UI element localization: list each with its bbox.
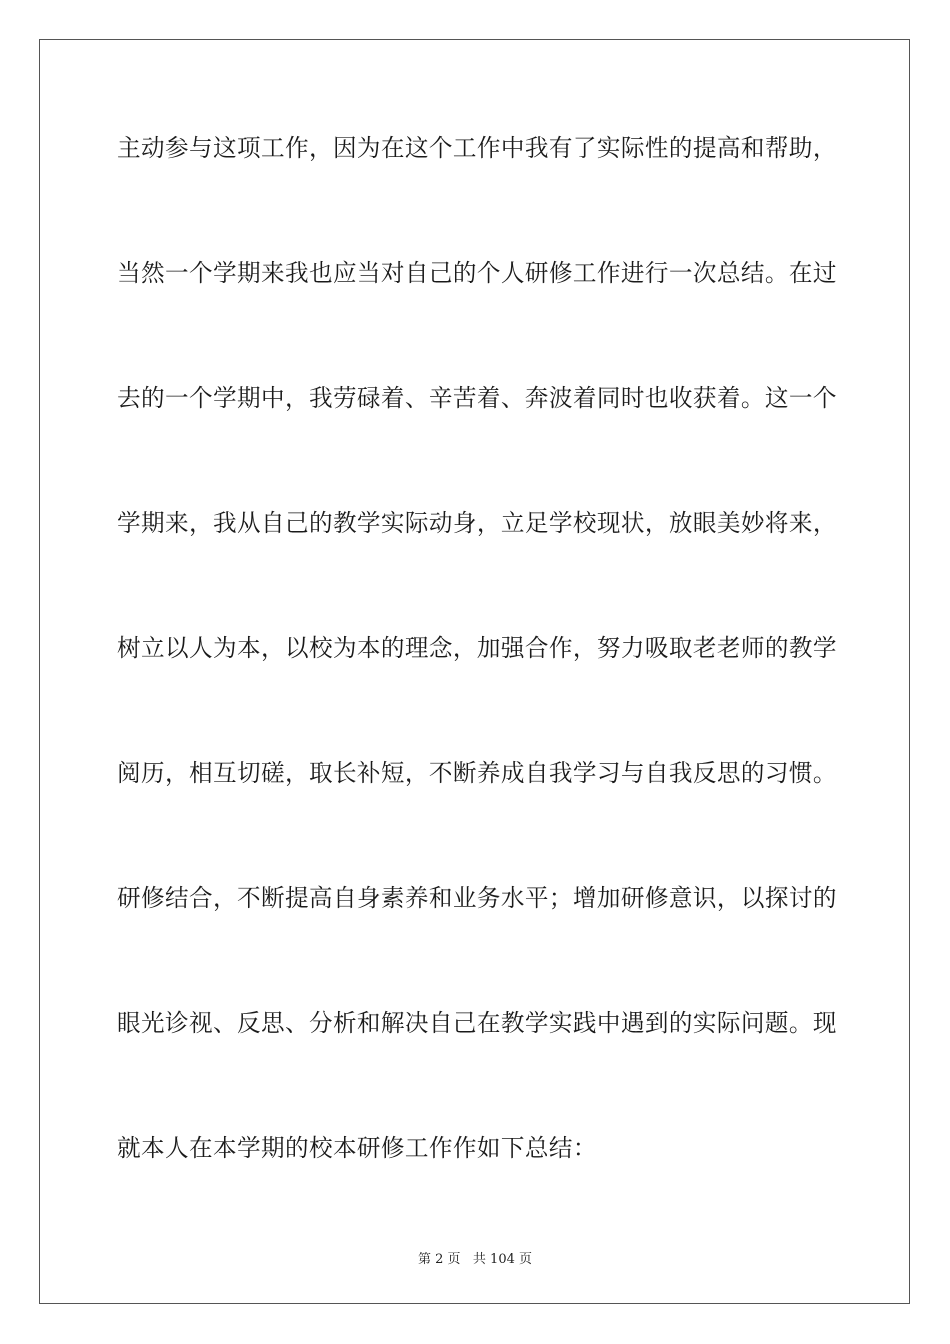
- page-frame: [39, 39, 910, 1304]
- body-line-7: 研修结合，不断提高自身素养和业务水平；增加研修意识，以探讨的: [117, 884, 837, 912]
- body-line-5: 树立以人为本，以校为本的理念，加强合作，努力吸取老老师的教学: [117, 634, 837, 662]
- body-line-2: 当然一个学期来我也应当对自己的个人研修工作进行一次总结。在过: [117, 259, 837, 287]
- body-line-6: 阅历，相互切磋，取长补短，不断养成自我学习与自我反思的习惯。: [117, 759, 837, 787]
- body-line-8: 眼光诊视、反思、分析和解决自己在教学实践中遇到的实际问题。现: [117, 1009, 837, 1037]
- body-line-9: 就本人在本学期的校本研修工作作如下总结：: [117, 1134, 597, 1162]
- body-line-1: 主动参与这项工作，因为在这个工作中我有了实际性的提高和帮助，: [117, 134, 837, 162]
- page-number-footer: 第 2 页 共 104 页: [417, 1252, 532, 1267]
- body-line-4: 学期来，我从自己的教学实际动身，立足学校现状，放眼美妙将来，: [117, 509, 837, 537]
- body-line-3: 去的一个学期中，我劳碌着、辛苦着、奔波着同时也收获着。这一个: [117, 384, 837, 412]
